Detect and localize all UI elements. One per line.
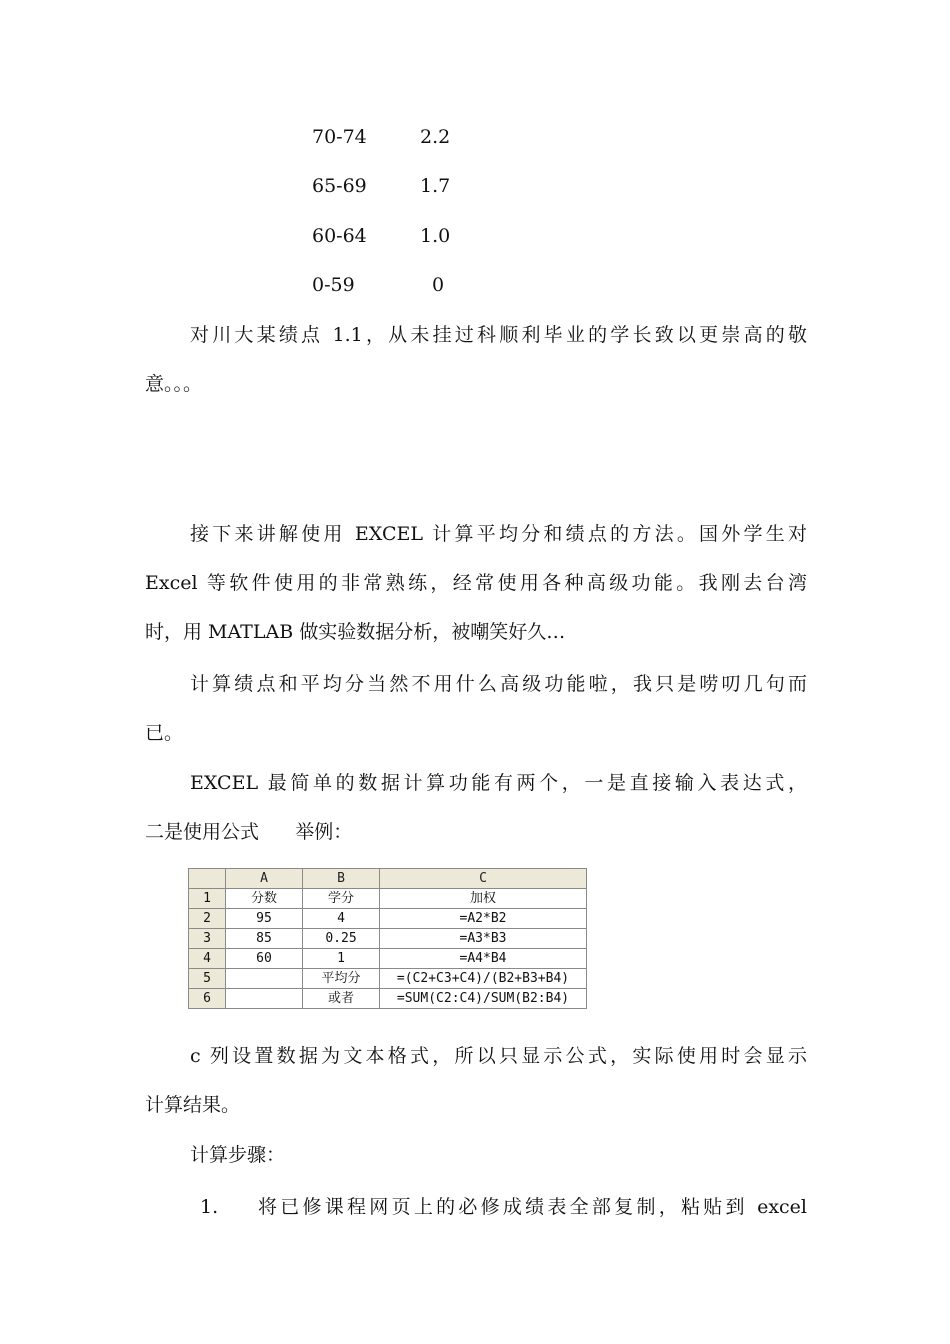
cell: 平均分 [303, 969, 380, 989]
grade-range: 70-74 [312, 126, 367, 148]
spreadsheet-header-row [189, 869, 587, 889]
paragraph-functions [145, 759, 807, 857]
grade-point: 1.7 [420, 175, 451, 197]
paragraph-line: 意。。。 [145, 373, 203, 395]
cell: 或者 [303, 989, 380, 1009]
paragraph-line: EXCEL 最简单的数据计算功能有两个，一是直接输入表达式， [190, 772, 807, 794]
paragraph-line: 计算绩点和平均分当然不用什么高级功能啦，我只是唠叨几句而 [190, 673, 807, 695]
heading-text: 计算步骤： [190, 1144, 286, 1166]
step-number: 1. [200, 1196, 219, 1218]
paragraph-line: 对川大某绩点 1.1，从未挂过科顺利毕业的学长致以更崇高的敬 [190, 324, 807, 346]
cell: 学分 [303, 889, 380, 909]
paragraph-intro [145, 510, 807, 657]
column-header: A [226, 869, 303, 889]
row-header: 3 [189, 929, 226, 949]
step-text: 将已修课程网页上的必修成绩表全部复制，粘贴到 excel [258, 1196, 807, 1218]
paragraph-line: 时，用 MATLAB 做实验数据分析，被嘲笑好久… [145, 621, 566, 643]
row-header: 4 [189, 949, 226, 969]
cell: 60 [226, 949, 303, 969]
grade-point: 2.2 [420, 126, 451, 148]
paragraph-note [145, 1032, 807, 1130]
cell: 分数 [226, 889, 303, 909]
spreadsheet-row [189, 989, 587, 1009]
grade-range: 65-69 [312, 175, 367, 197]
cell: 1 [303, 949, 380, 969]
column-header: B [303, 869, 380, 889]
row-header: 1 [189, 889, 226, 909]
spreadsheet-example [188, 868, 587, 1009]
cell: =SUM(C2:C4)/SUM(B2:B4) [380, 989, 587, 1009]
row-header: 6 [189, 989, 226, 1009]
spreadsheet-row [189, 929, 587, 949]
paragraph-line: 计算结果。 [145, 1094, 241, 1116]
cell: =A4*B4 [380, 949, 587, 969]
paragraph-line: 二是使用公式 举例： [145, 821, 353, 843]
cell: =A3*B3 [380, 929, 587, 949]
spreadsheet-row [189, 969, 587, 989]
cell: 95 [226, 909, 303, 929]
row-header: 2 [189, 909, 226, 929]
paragraph-line: c 列设置数据为文本格式，所以只显示公式，实际使用时会显示 [190, 1045, 807, 1067]
grade-range: 60-64 [312, 225, 367, 247]
cell: 85 [226, 929, 303, 949]
paragraph-line: 接下来讲解使用 EXCEL 计算平均分和绩点的方法。国外学生对 [190, 523, 807, 545]
grade-range: 0-59 [312, 274, 355, 296]
spreadsheet-row [189, 949, 587, 969]
cell [226, 969, 303, 989]
paragraph-line: Excel 等软件使用的非常熟练，经常使用各种高级功能。我刚去台湾 [145, 572, 807, 594]
paragraph-simple [145, 660, 807, 758]
cell: 加权 [380, 889, 587, 909]
spreadsheet-row [189, 909, 587, 929]
column-header: C [380, 869, 587, 889]
cell: =(C2+C3+C4)/(B2+B3+B4) [380, 969, 587, 989]
grade-point: 0 [432, 274, 445, 296]
cell: 0.25 [303, 929, 380, 949]
paragraph-respect [145, 311, 807, 409]
cell: 4 [303, 909, 380, 929]
corner-cell [189, 869, 226, 889]
cell: =A2*B2 [380, 909, 587, 929]
spreadsheet-row [189, 889, 587, 909]
grade-point: 1.0 [420, 225, 451, 247]
paragraph-line: 已。 [145, 722, 184, 744]
steps-heading [145, 1131, 807, 1180]
cell [226, 989, 303, 1009]
row-header: 5 [189, 969, 226, 989]
